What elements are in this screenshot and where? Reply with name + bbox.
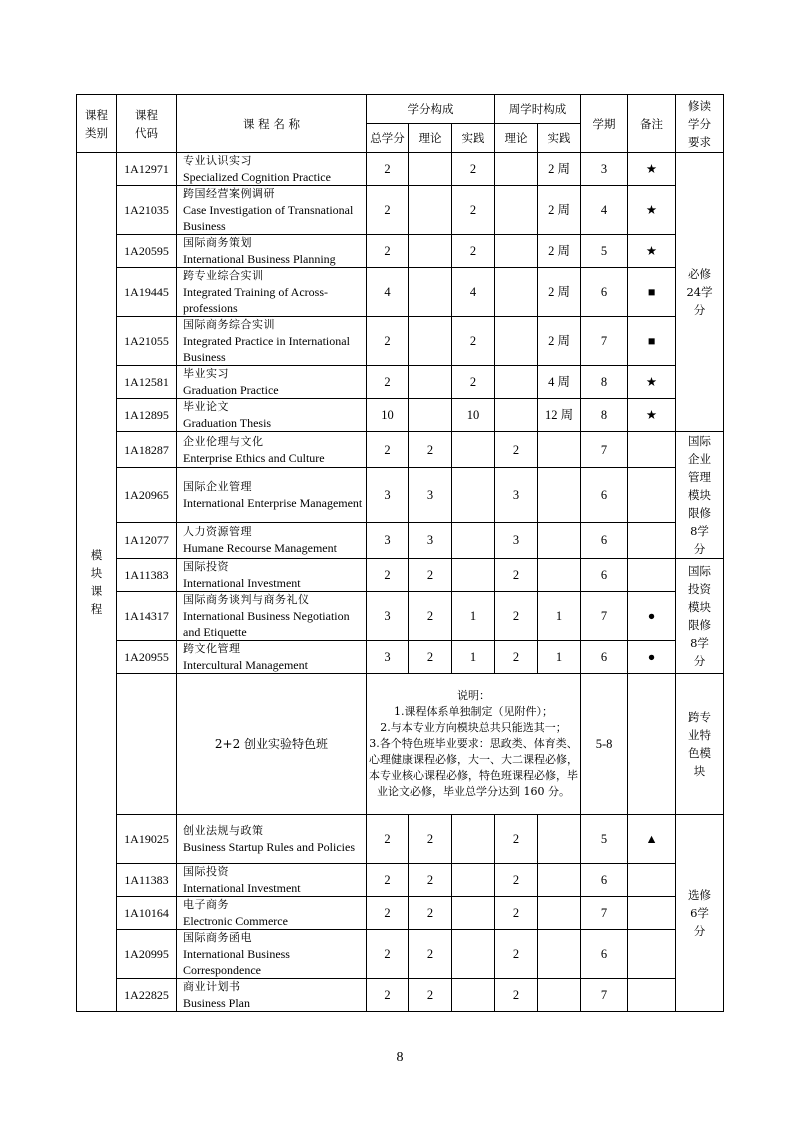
hours-practice-cell: 2 周	[538, 317, 581, 366]
code-cell: 1A10164	[117, 897, 177, 930]
total-credit-cell: 2	[367, 153, 409, 186]
hours-theory-cell: 2	[495, 641, 538, 674]
course-name-cell	[177, 153, 367, 186]
course-name-cn: 国际商务函电	[183, 931, 252, 944]
total-credit-cell: 10	[367, 399, 409, 432]
practice-credit-cell	[452, 897, 495, 930]
semester-cell: 6	[581, 268, 628, 317]
hours-theory-cell: 2	[495, 897, 538, 930]
note-line: 3.各个特色班毕业要求：思政类、体育类、心理健康课程必修，大一、大二课程必修，本专业核心课程必修，特色班课程必修，毕业论文必修，毕业总学分达到 160 分。	[369, 737, 579, 798]
code-cell: 1A20965	[117, 468, 177, 522]
table-row	[77, 153, 724, 186]
course-name-en: International Business Negotiation and Etiquette	[183, 609, 350, 639]
hours-theory-cell	[495, 153, 538, 186]
hours-practice-cell	[538, 930, 581, 979]
course-name-en: Business Startup Rules and Policies	[183, 840, 355, 854]
table-row	[77, 468, 724, 522]
remark-cell: ★	[628, 399, 676, 432]
total-credit-cell: 2	[367, 317, 409, 366]
hours-theory-cell	[495, 235, 538, 268]
hours-practice-cell	[538, 522, 581, 558]
total-credit-cell: 2	[367, 432, 409, 468]
course-name-cell	[177, 186, 367, 235]
hours-practice-cell	[538, 559, 581, 592]
semester-cell: 7	[581, 432, 628, 468]
remark-cell: ■	[628, 268, 676, 317]
table-row	[77, 592, 724, 641]
practice-credit-cell	[452, 815, 495, 864]
hours-practice-cell: 1	[538, 592, 581, 641]
course-name-en: Specialized Cognition Practice	[183, 170, 331, 184]
total-credit-cell: 2	[367, 930, 409, 979]
theory-credit-cell: 2	[409, 559, 452, 592]
semester-cell: 6	[581, 930, 628, 979]
total-credit-cell: 3	[367, 592, 409, 641]
hours-theory-cell: 2	[495, 592, 538, 641]
theory-credit-cell: 2	[409, 897, 452, 930]
remark-cell	[628, 930, 676, 979]
req-elective: 选修6学分	[676, 815, 724, 1012]
code-cell: 1A20595	[117, 235, 177, 268]
practice-credit-cell: 1	[452, 592, 495, 641]
semester-cell: 6	[581, 468, 628, 522]
total-credit-cell: 2	[367, 864, 409, 897]
course-name-en: International Investment	[183, 576, 301, 590]
course-name-cn: 企业伦理与文化	[183, 434, 264, 448]
header-requirement: 修读学分要求	[676, 95, 724, 153]
hours-practice-cell: 2 周	[538, 153, 581, 186]
semester-cell: 7	[581, 897, 628, 930]
hours-theory-cell: 2	[495, 930, 538, 979]
hours-practice-cell: 2 周	[538, 235, 581, 268]
course-name-cn: 跨专业综合实训	[183, 269, 264, 282]
theory-credit-cell	[409, 235, 452, 268]
course-name-cn: 国际投资	[183, 560, 229, 573]
header-hours-theory: 理论	[495, 124, 538, 153]
course-name-cell	[177, 897, 367, 930]
practice-credit-cell: 2	[452, 186, 495, 235]
header-name: 课 程 名 称	[177, 95, 367, 153]
remark-cell: ●	[628, 641, 676, 674]
code-cell: 1A20955	[117, 641, 177, 674]
header-credit-group: 学分构成	[367, 95, 495, 124]
theory-credit-cell: 2	[409, 979, 452, 1012]
practice-credit-cell: 4	[452, 268, 495, 317]
hours-theory-cell	[495, 317, 538, 366]
practice-credit-cell	[452, 432, 495, 468]
hours-theory-cell: 3	[495, 522, 538, 558]
course-name-cell	[177, 522, 367, 558]
header-semester: 学期	[581, 95, 628, 153]
course-name-cell	[177, 864, 367, 897]
remark-cell: ★	[628, 235, 676, 268]
category-cell: 模块课程	[77, 153, 117, 1012]
theory-credit-cell: 2	[409, 930, 452, 979]
remark-cell	[628, 559, 676, 592]
course-name-cell	[177, 432, 367, 468]
hours-theory-cell	[495, 366, 538, 399]
semester-cell: 7	[581, 592, 628, 641]
header-total: 总学分	[367, 124, 409, 153]
code-cell: 1A22825	[117, 979, 177, 1012]
remark-cell	[628, 864, 676, 897]
hours-theory-cell: 2	[495, 864, 538, 897]
header-remark: 备注	[628, 95, 676, 153]
theory-credit-cell: 2	[409, 815, 452, 864]
course-name-en: Business Plan	[183, 996, 251, 1010]
header-theory: 理论	[409, 124, 452, 153]
hours-theory-cell: 3	[495, 468, 538, 522]
total-credit-cell: 2	[367, 559, 409, 592]
semester-cell: 6	[581, 864, 628, 897]
hours-theory-cell: 2	[495, 559, 538, 592]
course-name-en: Integrated Practice in International Business	[183, 334, 350, 364]
table-row	[77, 641, 724, 674]
table-row	[77, 399, 724, 432]
course-name-en: Case Investigation of Transnational Business	[183, 203, 354, 233]
theory-credit-cell: 2	[409, 641, 452, 674]
note-line: 说明：	[457, 689, 491, 702]
remark-cell	[628, 522, 676, 558]
theory-credit-cell	[409, 399, 452, 432]
course-name-cell	[177, 366, 367, 399]
special-semester: 5-8	[581, 674, 628, 815]
header-code: 课程代码	[117, 95, 177, 153]
course-name-cn: 毕业实习	[183, 367, 229, 380]
table-row	[77, 897, 724, 930]
course-name-cell	[177, 979, 367, 1012]
remark-cell: ▲	[628, 815, 676, 864]
course-name-cn: 专业认识实习	[183, 154, 252, 167]
total-credit-cell: 2	[367, 815, 409, 864]
semester-cell: 6	[581, 559, 628, 592]
total-credit-cell: 3	[367, 641, 409, 674]
practice-credit-cell	[452, 559, 495, 592]
header-hours-group: 周学时构成	[495, 95, 581, 124]
code-cell: 1A11383	[117, 559, 177, 592]
course-name-cell	[177, 399, 367, 432]
theory-credit-cell	[409, 153, 452, 186]
hours-practice-cell: 1	[538, 641, 581, 674]
remark-cell: ■	[628, 317, 676, 366]
code-cell: 1A11383	[117, 864, 177, 897]
code-cell: 1A12077	[117, 522, 177, 558]
course-name-cell	[177, 235, 367, 268]
course-name-en: Enterprise Ethics and Culture	[183, 450, 325, 465]
total-credit-cell: 2	[367, 897, 409, 930]
course-name-en: Intercultural Management	[183, 658, 308, 672]
course-name-cn: 跨文化管理	[183, 642, 241, 655]
hours-theory-cell	[495, 186, 538, 235]
course-name-cell	[177, 930, 367, 979]
semester-cell: 8	[581, 366, 628, 399]
course-name-cn: 国际商务谈判与商务礼仪	[183, 593, 310, 606]
code-cell: 1A12895	[117, 399, 177, 432]
course-name-cell	[177, 317, 367, 366]
req-module-invest: 国际投资模块限修8学分	[676, 559, 724, 674]
table-row	[77, 864, 724, 897]
table-row	[77, 522, 724, 558]
course-name-cn: 商业计划书	[183, 980, 241, 993]
course-name-cell	[177, 468, 367, 522]
practice-credit-cell: 2	[452, 317, 495, 366]
semester-cell: 3	[581, 153, 628, 186]
code-cell: 1A14317	[117, 592, 177, 641]
special-code-cell	[117, 674, 177, 815]
course-name-cell	[177, 815, 367, 864]
course-name-en: Humane Recourse Management	[183, 541, 337, 556]
practice-credit-cell: 10	[452, 399, 495, 432]
code-cell: 1A21055	[117, 317, 177, 366]
remark-cell: ★	[628, 153, 676, 186]
course-name-cell	[177, 641, 367, 674]
special-remark	[628, 674, 676, 815]
theory-credit-cell	[409, 317, 452, 366]
table-row	[77, 186, 724, 235]
req-compulsory: 必修24学分	[676, 153, 724, 432]
remark-cell: ★	[628, 186, 676, 235]
hours-practice-cell	[538, 468, 581, 522]
hours-practice-cell: 12 周	[538, 399, 581, 432]
table-row	[77, 979, 724, 1012]
remark-cell: ●	[628, 592, 676, 641]
special-class-notes	[367, 674, 581, 815]
practice-credit-cell: 2	[452, 153, 495, 186]
course-name-cn: 国际企业管理	[183, 479, 252, 493]
special-class-row	[77, 674, 724, 815]
total-credit-cell: 4	[367, 268, 409, 317]
hours-theory-cell: 2	[495, 815, 538, 864]
code-cell: 1A12581	[117, 366, 177, 399]
practice-credit-cell	[452, 864, 495, 897]
total-credit-cell: 2	[367, 235, 409, 268]
hours-theory-cell: 2	[495, 979, 538, 1012]
semester-cell: 5	[581, 815, 628, 864]
code-cell: 1A12971	[117, 153, 177, 186]
course-name-cn: 国际商务综合实训	[183, 318, 275, 331]
note-line: 1.课程体系单独制定（见附件）；	[394, 705, 554, 718]
hours-theory-cell: 2	[495, 432, 538, 468]
total-credit-cell: 3	[367, 522, 409, 558]
code-cell: 1A19445	[117, 268, 177, 317]
semester-cell: 6	[581, 641, 628, 674]
course-name-en: International Business Planning	[183, 252, 336, 266]
practice-credit-cell: 2	[452, 235, 495, 268]
code-cell: 1A21035	[117, 186, 177, 235]
table-row	[77, 432, 724, 468]
course-name-cn: 毕业论文	[183, 400, 229, 413]
course-name-en: Graduation Practice	[183, 383, 279, 397]
course-name-cn: 创业法规与政策	[183, 824, 264, 837]
semester-cell: 7	[581, 317, 628, 366]
theory-credit-cell	[409, 186, 452, 235]
special-class-title: 2+2 创业实验特色班	[177, 674, 367, 815]
header-hours-practice: 实践	[538, 124, 581, 153]
theory-credit-cell: 2	[409, 592, 452, 641]
hours-practice-cell: 2 周	[538, 186, 581, 235]
header-practice: 实践	[452, 124, 495, 153]
hours-practice-cell	[538, 979, 581, 1012]
course-name-cn: 电子商务	[183, 898, 229, 911]
hours-theory-cell	[495, 268, 538, 317]
theory-credit-cell	[409, 366, 452, 399]
hours-practice-cell	[538, 897, 581, 930]
hours-theory-cell	[495, 399, 538, 432]
course-name-en: Electronic Commerce	[183, 914, 288, 928]
practice-credit-cell: 2	[452, 366, 495, 399]
semester-cell: 6	[581, 522, 628, 558]
hours-practice-cell: 2 周	[538, 268, 581, 317]
remark-cell	[628, 468, 676, 522]
table-row	[77, 559, 724, 592]
special-requirement: 跨专业特色模块	[676, 674, 724, 815]
practice-credit-cell	[452, 522, 495, 558]
table-row	[77, 930, 724, 979]
course-table	[76, 94, 724, 1012]
page-number: 8	[396, 1050, 404, 1065]
course-name-cn: 人力资源管理	[183, 525, 252, 539]
remark-cell	[628, 897, 676, 930]
theory-credit-cell	[409, 268, 452, 317]
course-name-en: Integrated Training of Across-professions	[183, 285, 328, 315]
practice-credit-cell: 1	[452, 641, 495, 674]
code-cell: 1A19025	[117, 815, 177, 864]
table-row	[77, 235, 724, 268]
hours-practice-cell: 4 周	[538, 366, 581, 399]
remark-cell	[628, 432, 676, 468]
course-name-en: International Investment	[183, 881, 301, 895]
course-name-en: International Enterprise Management	[183, 495, 363, 510]
semester-cell: 7	[581, 979, 628, 1012]
remark-cell	[628, 979, 676, 1012]
table-row	[77, 268, 724, 317]
practice-credit-cell	[452, 930, 495, 979]
req-module-mgmt: 国际企业管理模块限修8学分	[676, 432, 724, 559]
table-row	[77, 317, 724, 366]
theory-credit-cell: 2	[409, 432, 452, 468]
course-name-en: International Business Correspondence	[183, 947, 290, 977]
hours-practice-cell	[538, 864, 581, 897]
code-cell: 1A20995	[117, 930, 177, 979]
semester-cell: 8	[581, 399, 628, 432]
total-credit-cell: 2	[367, 979, 409, 1012]
course-name-cell	[177, 268, 367, 317]
total-credit-cell: 2	[367, 366, 409, 399]
theory-credit-cell: 2	[409, 864, 452, 897]
total-credit-cell: 2	[367, 186, 409, 235]
course-name-en: Graduation Thesis	[183, 416, 272, 430]
table-row	[77, 815, 724, 864]
course-name-cn: 国际商务策划	[183, 236, 252, 249]
course-name-cn: 跨国经营案例调研	[183, 187, 275, 200]
course-name-cn: 国际投资	[183, 865, 229, 878]
table-row	[77, 366, 724, 399]
hours-practice-cell	[538, 432, 581, 468]
practice-credit-cell	[452, 468, 495, 522]
practice-credit-cell	[452, 979, 495, 1012]
semester-cell: 4	[581, 186, 628, 235]
header-category: 课程类别	[77, 95, 117, 153]
total-credit-cell: 3	[367, 468, 409, 522]
course-name-cell	[177, 592, 367, 641]
semester-cell: 5	[581, 235, 628, 268]
theory-credit-cell: 3	[409, 522, 452, 558]
code-cell: 1A18287	[117, 432, 177, 468]
remark-cell: ★	[628, 366, 676, 399]
theory-credit-cell: 3	[409, 468, 452, 522]
course-name-cell	[177, 559, 367, 592]
note-line: 2.与本专业方向模块总共只能选其一；	[380, 721, 567, 734]
hours-practice-cell	[538, 815, 581, 864]
